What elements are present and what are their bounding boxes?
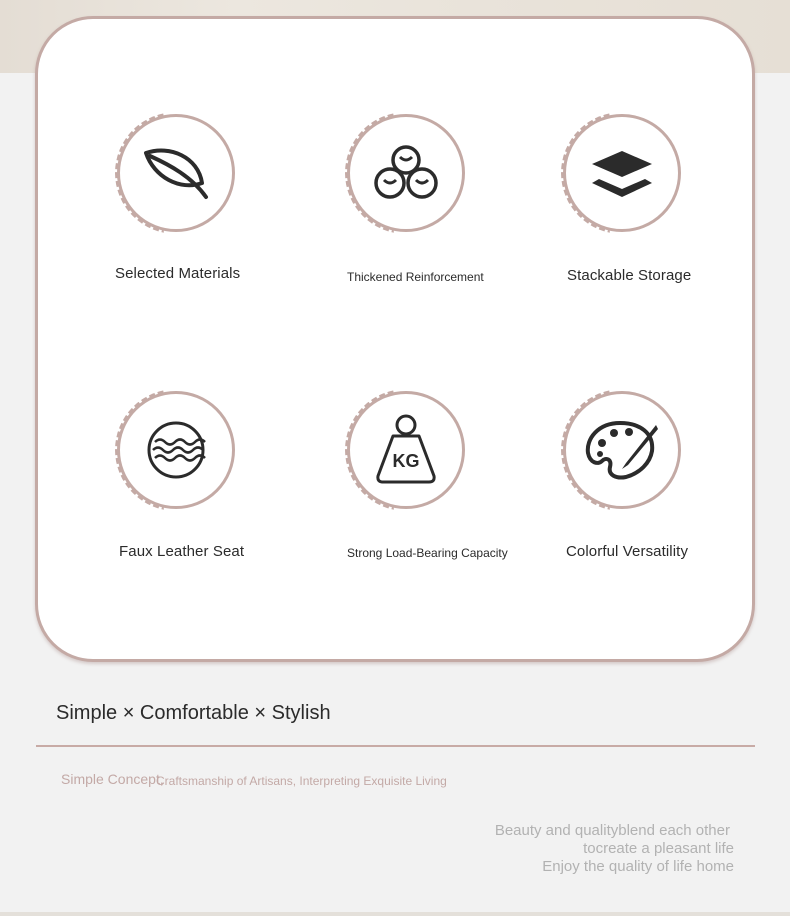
icon-ring [117, 391, 235, 509]
feature-colorful-versatility [534, 389, 774, 589]
bottom-strip [0, 912, 790, 916]
feature-thickened-reinforcement [318, 112, 558, 312]
three-circles-icon [373, 143, 439, 203]
feature-label: Stackable Storage [567, 267, 692, 284]
feature-label: Strong Load-Bearing Capacity [347, 546, 508, 560]
feature-label: Colorful Versatility [566, 543, 689, 560]
tagline: Simple × Comfortable × Stylish [56, 702, 331, 724]
quote-line: tocreate a pleasant life [583, 840, 734, 857]
concept-title: Simple Concept, [61, 771, 164, 787]
concept-subtitle: Craftsmanship of Artisans, Interpreting Exquisite Living [156, 774, 447, 788]
feature-selected-materials [88, 112, 328, 312]
feature-label: Thickened Reinforcement [347, 270, 484, 284]
quote-line: Beauty and qualityblend each other [494, 822, 730, 839]
leaf-icon [140, 143, 212, 203]
stacked-layers-icon [589, 147, 655, 199]
icon-ring [563, 391, 681, 509]
features-card [35, 16, 755, 662]
feature-label: Selected Materials [115, 265, 241, 282]
kg-text: KG [392, 451, 420, 471]
divider [36, 745, 755, 747]
feature-stackable-storage [534, 112, 774, 312]
quote-line: Enjoy the quality of life home [542, 858, 734, 875]
icon-ring [117, 114, 235, 232]
waves-icon [145, 419, 207, 481]
feature-label: Faux Leather Seat [119, 543, 245, 560]
feature-faux-leather-seat [88, 389, 328, 589]
feature-strong-load-bearing [318, 389, 558, 589]
icon-ring [563, 114, 681, 232]
icon-ring [347, 391, 465, 509]
paint-palette-icon [584, 419, 660, 481]
quote-block [495, 822, 734, 876]
kg-weight-icon [373, 414, 439, 486]
icon-ring [347, 114, 465, 232]
